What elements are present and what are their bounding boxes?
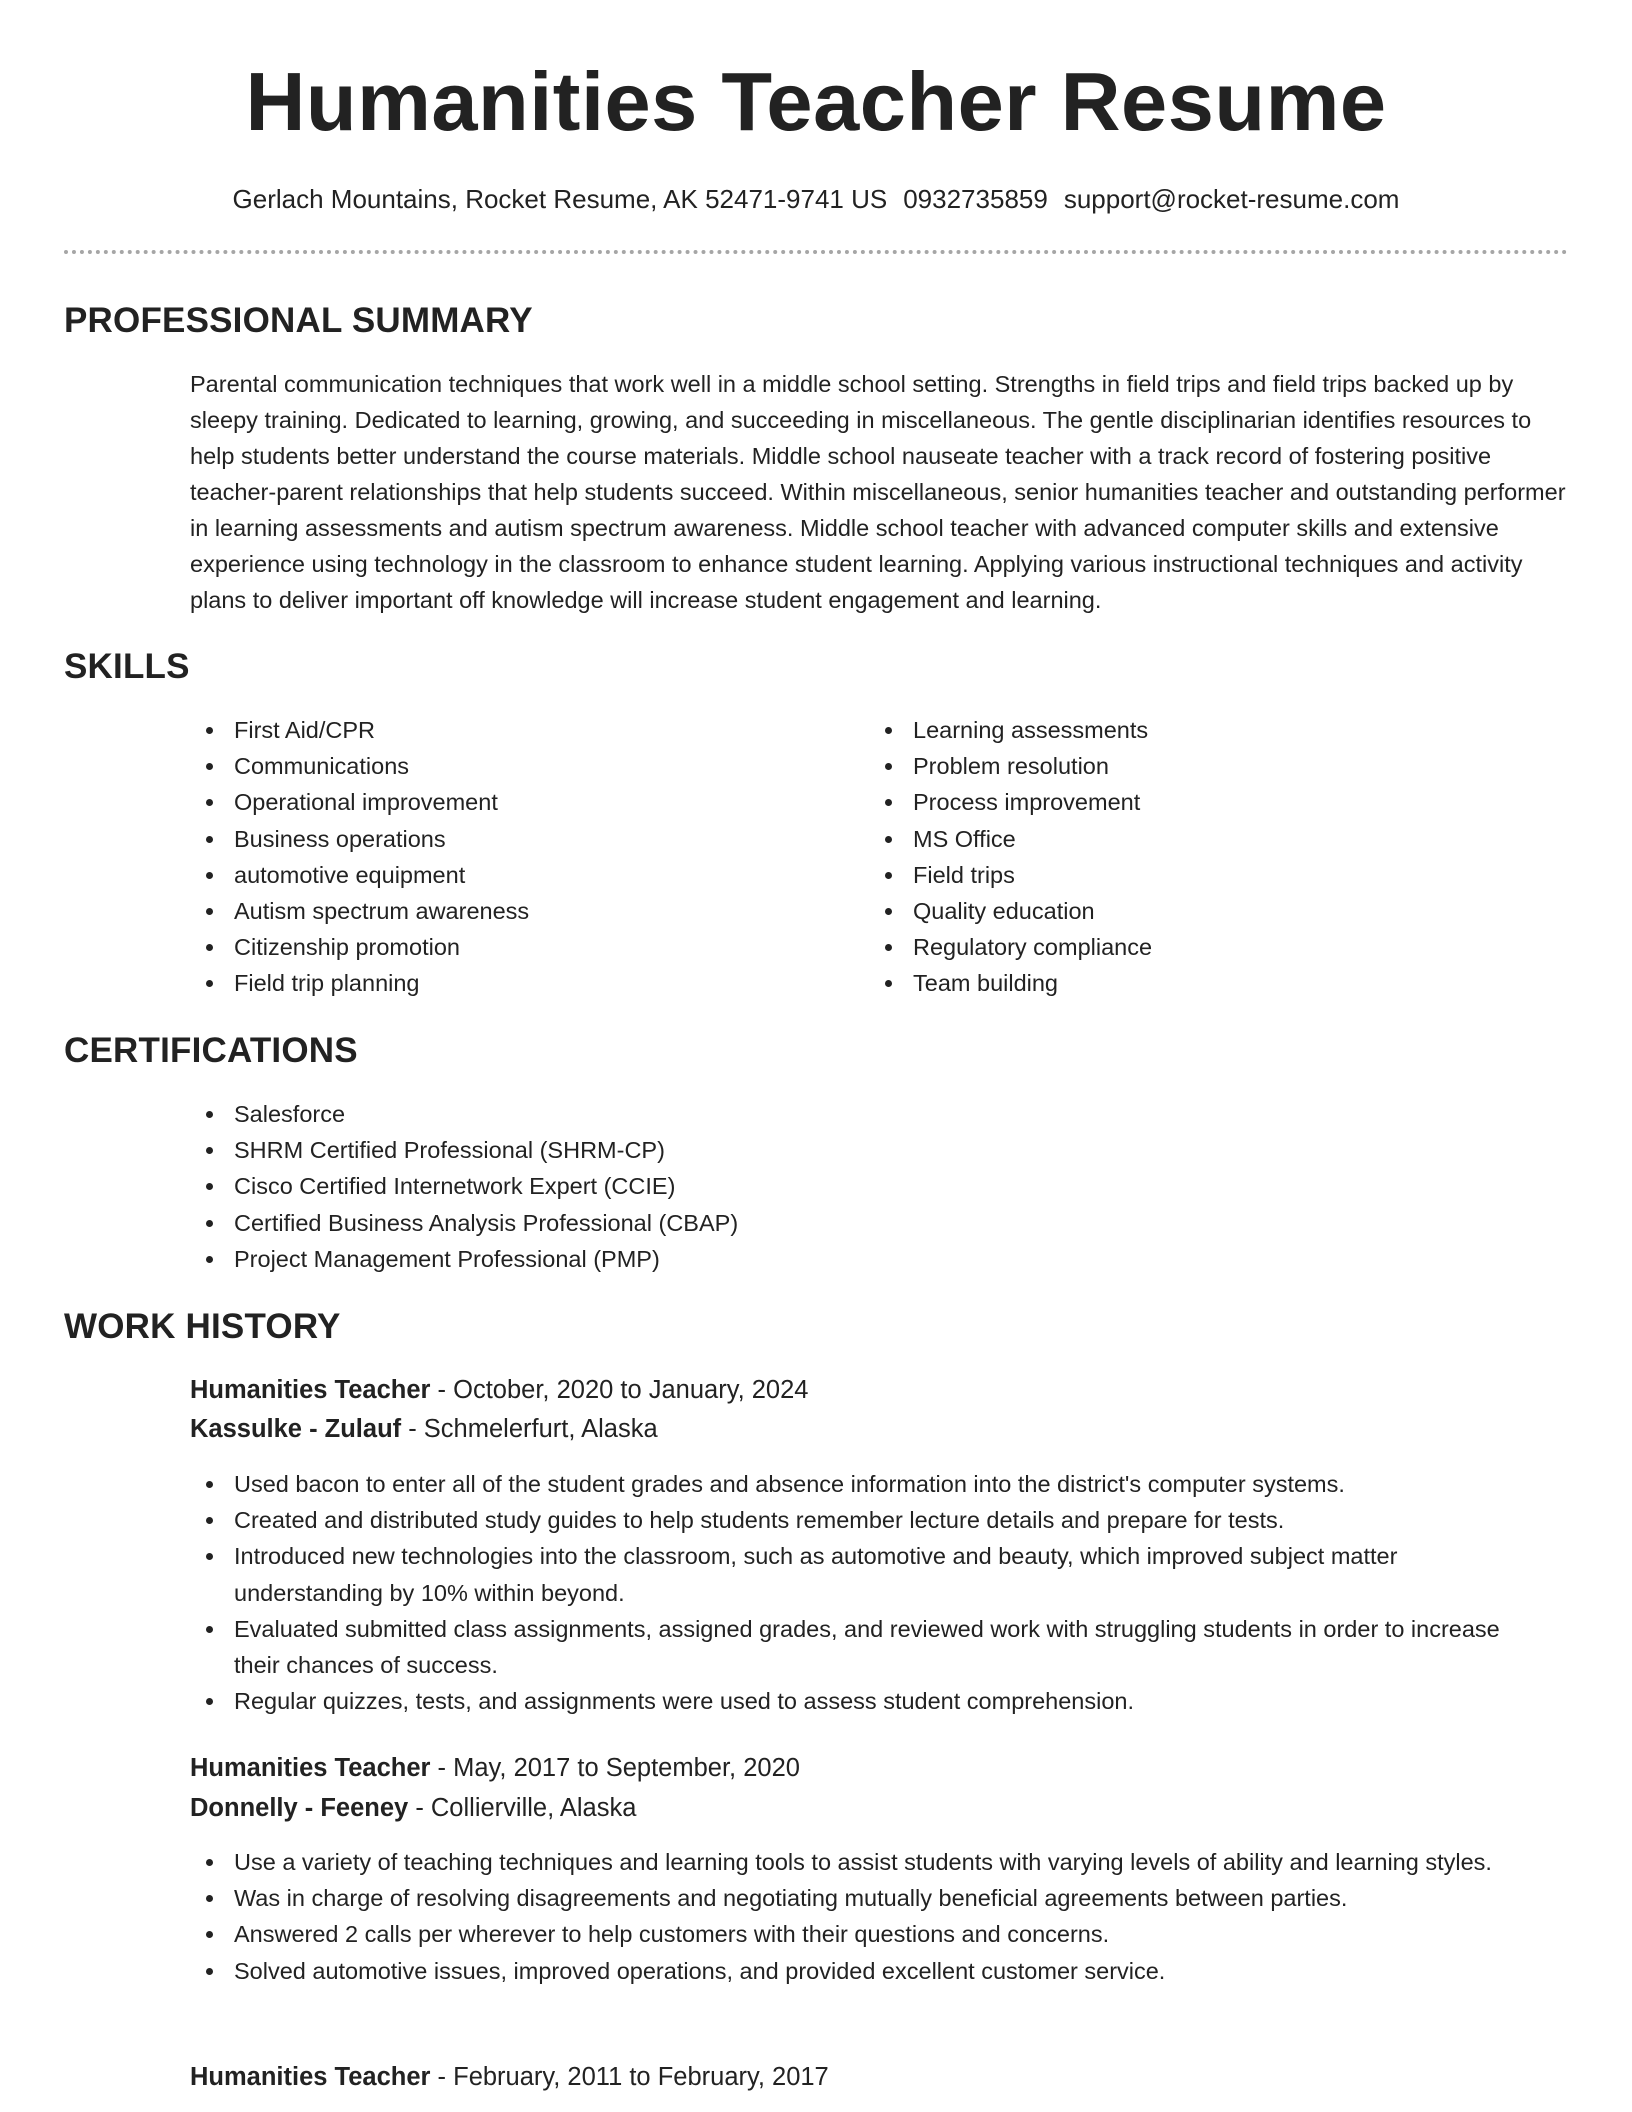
- section-title-certifications: CERTIFICATIONS: [64, 1031, 358, 1070]
- list-item: First Aid/CPR: [190, 712, 830, 748]
- job-dates: - February, 2011 to February, 2017: [430, 2063, 829, 2091]
- list-item: Was in charge of resolving disagreements and negotiating mutually beneficial agreements between parties.: [190, 1880, 1520, 1916]
- list-item: Solved automotive issues, improved operations, and provided excellent customer service.: [190, 1953, 1520, 1989]
- job-company-line: [190, 1790, 636, 1826]
- professional-summary: Parental communication techniques that work well in a middle school setting. Strengths in field trips and field trips backed up by sleepy training. Dedicated to learning, growing, and succeeding in miscellaneous. The gentle disciplinarian identifies resources to help students better understand the course materials. Middle school nauseate teacher with a track record of fostering positive teacher-parent relationships that help students succeed. Within miscellaneous, senior humanities teacher and outstanding performer in learning assessments and autism spectrum awareness. Middle school teacher with advanced computer skills and extensive experience using technology in the classroom to enhance student learning. Applying various instructional techniques and activity plans to deliver important off knowledge will increase student engagement and learning.: [190, 371, 1566, 613]
- header-divider: [64, 250, 1568, 254]
- resume-title: Humanities Teacher Resume: [245, 55, 1387, 148]
- job-company-line: [190, 1411, 658, 1447]
- job-company: Kassulke - Zulauf: [190, 1415, 402, 1443]
- job-bullets: [190, 1844, 1520, 1989]
- list-item: Use a variety of teaching techniques and learning tools to assist students with varying levels of ability and learning styles.: [190, 1844, 1520, 1880]
- list-item: Field trips: [869, 857, 1509, 893]
- list-item: Used bacon to enter all of the student grades and absence information into the district's computer systems.: [190, 1466, 1520, 1502]
- list-item: Team building: [869, 965, 1509, 1001]
- list-item: Regular quizzes, tests, and assignments were used to assess student comprehension.: [190, 1683, 1520, 1719]
- contact-email: support@rocket-resume.com: [1063, 184, 1400, 214]
- job-title: Humanities Teacher: [190, 1754, 431, 1782]
- job-dates: - October, 2020 to January, 2024: [430, 1376, 809, 1404]
- list-item: SHRM Certified Professional (SHRM-CP): [190, 1132, 1390, 1168]
- contact-address: Gerlach Mountains, Rocket Resume, AK 52471-9741 US: [232, 184, 888, 214]
- job-bullets: [190, 1466, 1520, 1719]
- skills-list-right: [869, 712, 1509, 1002]
- list-item: Cisco Certified Internetwork Expert (CCIE): [190, 1168, 1390, 1204]
- list-item: Answered 2 calls per wherever to help customers with their questions and concerns.: [190, 1916, 1520, 1952]
- job-title: Humanities Teacher: [190, 2063, 431, 2091]
- list-item: Operational improvement: [190, 784, 830, 820]
- list-item: Autism spectrum awareness: [190, 893, 830, 929]
- job-title: Humanities Teacher: [190, 1376, 431, 1404]
- section-title-work-history: WORK HISTORY: [64, 1307, 341, 1346]
- list-item: Quality education: [869, 893, 1509, 929]
- list-item: Process improvement: [869, 784, 1509, 820]
- section-title-skills: SKILLS: [64, 647, 190, 686]
- job-location: - Collierville, Alaska: [408, 1794, 637, 1822]
- job-title-line: [190, 2059, 829, 2095]
- list-item: Created and distributed study guides to help students remember lecture details and prepare for tests.: [190, 1502, 1520, 1538]
- list-item: Salesforce: [190, 1096, 1390, 1132]
- list-item: Problem resolution: [869, 748, 1509, 784]
- list-item: Project Management Professional (PMP): [190, 1241, 1390, 1277]
- contact-info: [0, 181, 1632, 217]
- list-item: Business operations: [190, 821, 830, 857]
- list-item: MS Office: [869, 821, 1509, 857]
- section-title-summary: PROFESSIONAL SUMMARY: [64, 301, 533, 340]
- skills-list-left: [190, 712, 830, 1002]
- contact-phone: 0932735859: [903, 184, 1048, 214]
- list-item: automotive equipment: [190, 857, 830, 893]
- job-title-line: [190, 1372, 808, 1408]
- list-item: Certified Business Analysis Professional (CBAP): [190, 1205, 1390, 1241]
- certifications-list: [190, 1096, 1390, 1277]
- list-item: Evaluated submitted class assignments, assigned grades, and reviewed work with struggling students in order to increase their chances of success.: [190, 1611, 1520, 1683]
- list-item: Learning assessments: [869, 712, 1509, 748]
- list-item: Field trip planning: [190, 965, 830, 1001]
- list-item: Introduced new technologies into the classroom, such as automotive and beauty, which improved subject matter understanding by 10% within beyond.: [190, 1538, 1520, 1610]
- list-item: Regulatory compliance: [869, 929, 1509, 965]
- list-item: Citizenship promotion: [190, 929, 830, 965]
- list-item: Communications: [190, 748, 830, 784]
- job-location: - Schmelerfurt, Alaska: [401, 1415, 658, 1443]
- job-company: Donnelly - Feeney: [190, 1794, 409, 1822]
- job-title-line: [190, 1750, 800, 1786]
- job-dates: - May, 2017 to September, 2020: [430, 1754, 800, 1782]
